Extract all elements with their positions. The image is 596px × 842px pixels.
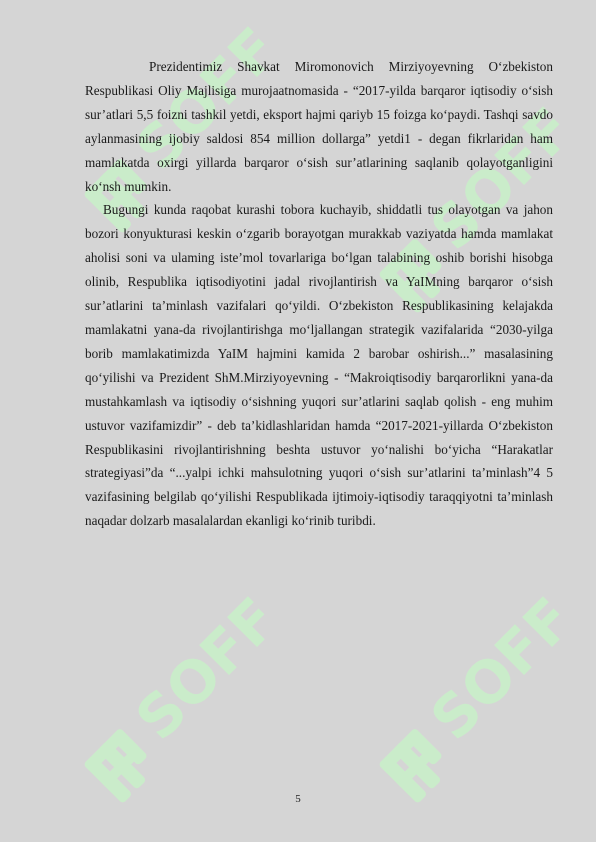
soff-watermark-logo	[355, 590, 585, 820]
soff-watermark-logo	[60, 590, 290, 820]
body-text	[85, 55, 553, 533]
paragraph: Bugungi kunda raqobat kurashi tobora kuchayib, shiddatli tus olayotgan va jahon bozori konyukturasi keskin o‘zgarib borayotgan murakkab vaziyatda hamda mamlakat aholisi soni va ulaming iste’mol tovarlariga bo‘lgan talabining oshib borishi hisobga olinib, Respublika iqtisodiyotini jadal rivojlantirish va YaIMning barqaror o‘sish sur’atlarini ta’minlash vazifalari qo‘yildi. O‘zbekiston Respublikasining kelajakda mamlakatni yana-da rivojlantirishga mo‘ljallangan strategik vazifalarida “2030-yilga borib mamlakatimizda YaIM hajmini kamida 2 barobar oshirish...” masalasining qo‘yilishi va Prezident ShM.Mirziyoyevning - “Makroiqtisodiy barqarorlikni yana-da mustahkamlash va iqtisodiy o‘sishning yuqori sur’atlarini saqlab qolish - eng muhim ustuvor vazifamizdir” - deb ta’kidlashlaridan hamda “2017-2021-yillarda O‘zbekiston Respublikasini rivojlantirishning beshta ustuvor yo‘nalishi bo‘yicha “Harakatlar strategiyasi”da “...yalpi ichki mahsulotning yuqori o‘sish sur’atlarini ta’minlash”4 5 vazifasining belgilab qo‘yilishi Respublikada ijtimoiy-iqtisodiy taraqqiyotni ta’minlash naqadar dolzarb masalalardan ekanligi ko‘rinib turibdi.	[85, 202, 553, 529]
paragraph: Prezidentimiz Shavkat Miromonovich Mirziyoyevning O‘zbekiston Respublikasi Oliy Majlisiga murojaatnomasida - “2017-yilda barqaror iqtisodiy o‘sish sur’atlari 5,5 foizni tashkil yetdi, eksport hajmi qariyb 15 foizga ko‘paydi. Tashqi savdo aylanmasining ijobiy saldosi 854 million dollarga” yetdi1 - degan fikrlaridan ham mamlakatda oxirgi yillarda barqaror o‘sish sur’atlarining saqlanib qolayotganligini ko‘nsh mumkin.	[85, 59, 553, 194]
page-number: 5	[295, 793, 301, 805]
